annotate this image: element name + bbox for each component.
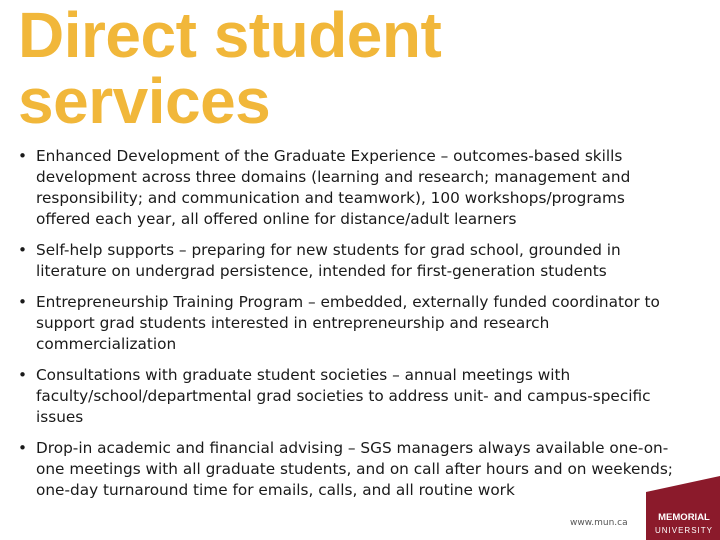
footer-url: www.mun.ca bbox=[570, 518, 628, 528]
bullet-text: Drop-in academic and financial advising – SGS managers always available one-on-one meetings with all graduate students, and on call after hours and on weekends; one-day turnaround time for emails, calls, and all routine work bbox=[36, 439, 673, 499]
bullet-dot: • bbox=[18, 241, 28, 259]
title-line-1: Direct student bbox=[18, 0, 442, 71]
bullet-list bbox=[18, 146, 678, 511]
bullet-item bbox=[18, 292, 678, 355]
bullet-dot: • bbox=[18, 147, 28, 165]
bullet-text: Self-help supports – preparing for new students for grad school, grounded in literature on undergrad persistence, intended for first-generation students bbox=[36, 241, 621, 280]
bullet-item bbox=[18, 438, 678, 501]
title-line-2: services bbox=[18, 65, 271, 137]
bullet-dot: • bbox=[18, 293, 28, 311]
logo-text-university: UNIVERSITY bbox=[654, 526, 714, 535]
logo-text-memorial: MEMORIAL bbox=[658, 512, 710, 523]
bullet-dot: • bbox=[18, 439, 28, 457]
bullet-item bbox=[18, 365, 678, 428]
bullet-text: Entrepreneurship Training Program – embedded, externally funded coordinator to support grad students interested in entrepreneurship and research commercialization bbox=[36, 293, 660, 353]
bullet-item bbox=[18, 240, 678, 282]
bullet-item bbox=[18, 146, 678, 230]
bullet-text: Consultations with graduate student societies – annual meetings with faculty/school/departmental grad societies to address unit- and campus-specific issues bbox=[36, 366, 651, 426]
bullet-text: Enhanced Development of the Graduate Experience – outcomes-based skills development across three domains (learning and research; management and responsibility; and communication and teamwork), 100 workshops/programs offered each year, all offered online for distance/adult learners bbox=[36, 147, 631, 228]
slide-title bbox=[18, 0, 442, 137]
bullet-dot: • bbox=[18, 366, 28, 384]
memorial-university-logo bbox=[646, 470, 720, 540]
